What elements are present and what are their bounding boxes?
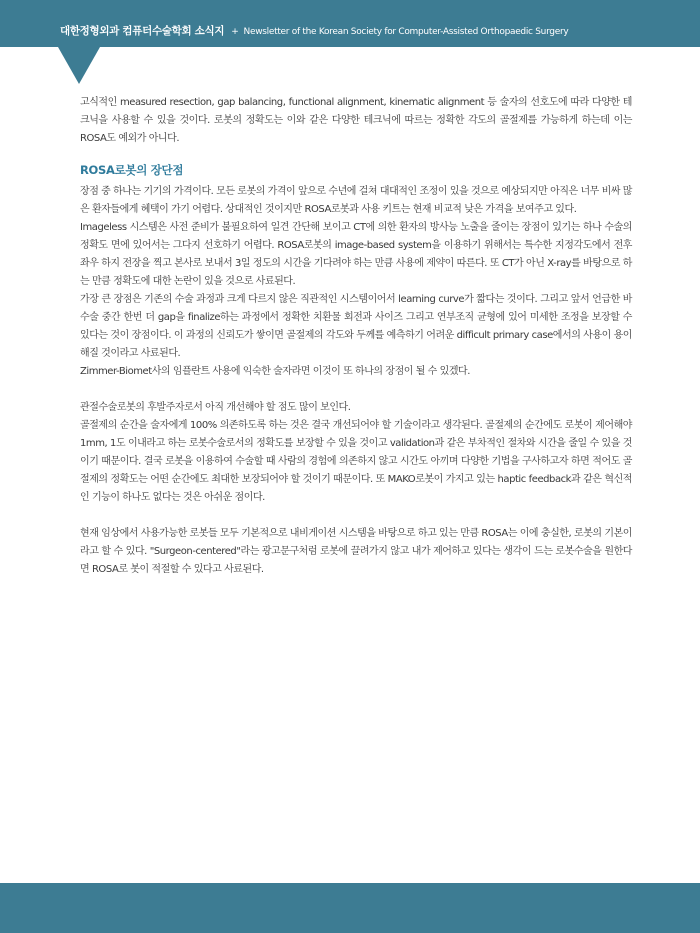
- conclusion-paragraph: 현재 임상에서 사용가능한 로봇들 모두 기본적으로 내비게이션 시스템을 바탕으로 하고 있는 만큼 ROSA는 이에 충실한, 로봇의 기본이라고 할 수 있다. "Surgeon-centered"라는 광고문구처럼 로봇에 끌려가지 않고 내가 제어하고 있다는 생각이 드는 로봇수술을 원한다면 ROSA로 봇이 적절할 수 있다고 사료된다.: [80, 528, 632, 575]
- header-separator: +: [231, 27, 239, 37]
- article-body: [80, 94, 632, 579]
- section-heading: ROSA로봇의 장단점: [80, 163, 184, 177]
- paragraph-zimmer-biomet: Zimmer-Biomet사의 임플란트 사용에 익숙한 술자라면 이것이 또 하나의 장점이 될 수 있겠다.: [80, 366, 470, 377]
- newsletter-header: [60, 23, 568, 38]
- header-title-english: Newsletter of the Korean Society for Computer-Assisted Orthopaedic Surgery: [243, 27, 569, 37]
- paragraph-price: 장점 중 하나는 기기의 가격이다. 모든 로봇의 가격이 앞으로 수년에 걸쳐 대대적인 조정이 있을 것으로 예상되지만 아직은 너무 비싸 많은 환자들에게 혜택이 가기 어렵다. 상대적인 것이지만 ROSA로봇과 사용 키트는 현재 비교적 낮은 가격을 보여주고 있다.: [80, 186, 632, 215]
- footer-band: [0, 883, 700, 933]
- intro-paragraph: 고식적인 measured resection, gap balancing, functional alignment, kinematic alignment 등 술자의 선호도에 따라 다양한 테크닉을 사용할 수 있을 것이다. 로봇의 정확도는 이와 같은 다양한 테크닉에 따르는 정확한 각도의 골절제를 가능하게 하는데 이는 ROSA도 예외가 아니다.: [80, 97, 632, 144]
- paragraph-improvements-intro: 관절수술로봇의 후발주자로서 아직 개선해야 할 점도 많이 보인다.: [80, 402, 351, 413]
- paragraph-imageless: Imageless 시스템은 사전 준비가 불필요하여 일견 간단해 보이고 CT에 의한 환자의 방사능 노출을 줄이는 장점이 있기는 하나 수술의 정확도 면에 있어서는 그다지 선호하기 어렵다. ROSA로봇의 image-based system을 이용하기 위해서는 특수한 지정각도에서 전후 좌우 하지 전장을 찍고 본사로 보내서 3일 정도의 시간을 기다려야 하는 만큼 사용에 제약이 따른다. 또 CT가 아닌 X-ray를 바탕으로 하는 만큼 정확도에 대한 논란이 있을 것으로 사료된다.: [80, 222, 632, 287]
- paragraph-bone-cut: 골절제의 순간을 술자에게 100% 의존하도록 하는 것은 결국 개선되어야 할 기술이라고 생각된다. 골절제의 순간에도 로봇이 제어해야 1mm, 1도 이내라고 하는 로봇수술로서의 정확도를 보장할 수 있을 것이고 validation과 같은 부차적인 절차와 시간을 줄일 수 있을 것이기 때문이다. 결국 로봇을 이용하여 수술할 때 사람의 경험에 의존하지 않고 시간도 아끼며 다양한 기법을 구사하고자 하면 적어도 골절제의 정확도는 어떤 순간에도 최대한 보장되어야 할 것이기 때문이다. 또 MAKO로봇이 가지고 있는 haptic feedback과 같은 혁신적인 기능이 하나도 없다는 것은 아쉬운 점이다.: [80, 420, 632, 503]
- header-notch-decoration: [58, 47, 100, 84]
- paragraph-learning-curve: 가장 큰 장점은 기존의 수술 과정과 크게 다르지 않은 직관적인 시스템이어서 learning curve가 짧다는 것이다. 그리고 앞서 언급한 바 수술 중간 한번 더 gap을 finalize하는 과정에서 정확한 치환물 회전과 사이즈 그리고 연부조직 균형에 있어 미세한 조정을 보장할 수 있다는 것이 장점이다. 이 과정의 신뢰도가 쌓이면 골절제의 각도와 두께를 예측하기 어려운 difficult primary case에서의 사용이 용이해질 것이라고 사료된다.: [80, 294, 632, 359]
- header-title-korean: 대한정형외과 컴퓨터수술학회 소식지: [60, 25, 225, 37]
